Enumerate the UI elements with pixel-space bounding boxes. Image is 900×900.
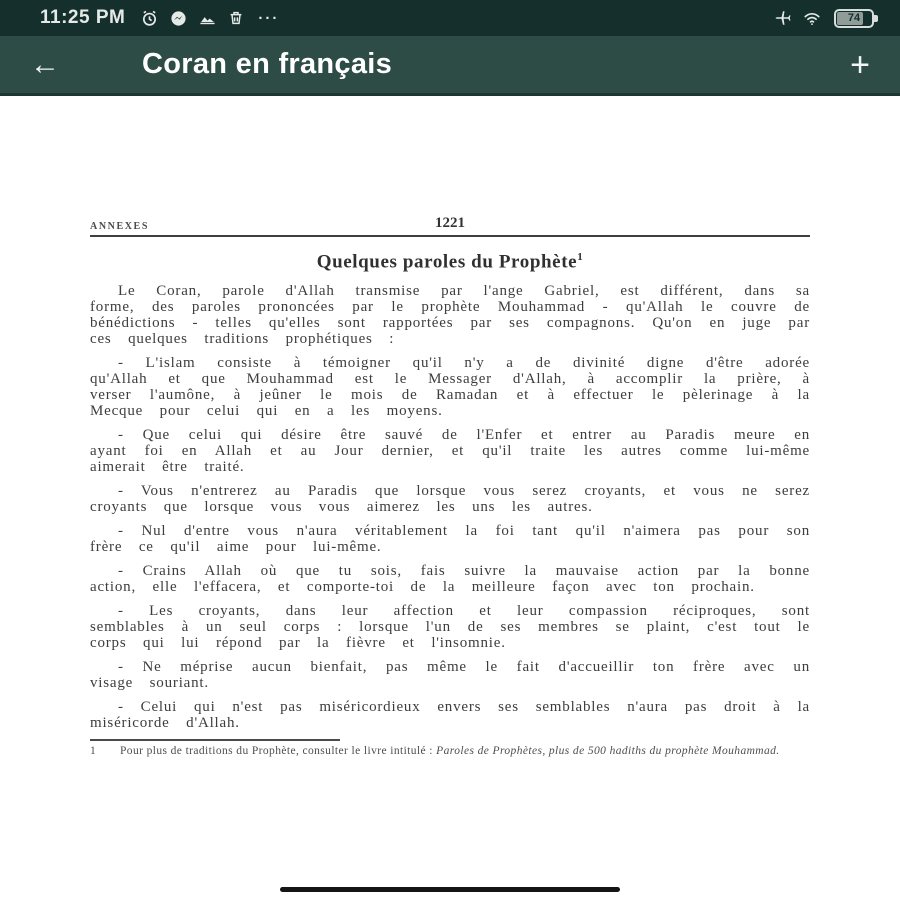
gesture-navigation-bar[interactable]	[280, 887, 620, 892]
battery-icon	[834, 9, 874, 28]
footnote-book-title: Paroles de Prophètes, plus de 500 hadiths du prophète Mouhammad.	[436, 745, 780, 758]
app-bar	[0, 36, 900, 96]
add-icon[interactable]: +	[850, 45, 870, 84]
document-page[interactable]	[90, 216, 810, 758]
document-title-text: Quelques paroles du Prophète	[316, 251, 578, 273]
footnote-plain-text: Pour plus de traditions du Prophète, consulter le livre intitulé :	[120, 745, 437, 758]
body-paragraph: - Ne méprise aucun bienfait, pas même le fait d'accueillir ton frère avec un visage souriant.	[90, 659, 810, 692]
document-title	[90, 251, 810, 273]
body-paragraph: - Vous n'entrerez au Paradis que lorsque vous serez croyants, et vous ne serez croyants que lorsque vous vous aimerez les uns les autres.	[90, 483, 810, 516]
airplane-mode-icon	[774, 9, 792, 27]
body-paragraph: - Que celui qui désire être sauvé de l'Enfer et entrer au Paradis meure en ayant foi en Allah et au Jour dernier, et qu'il traite les autres comme lui-même aimerait être traité.	[90, 427, 810, 476]
footnote-separator	[90, 739, 340, 741]
body-paragraph: - Celui qui n'est pas miséricordieux envers ses semblables n'aura pas droit à la miséricorde d'Allah.	[90, 699, 810, 732]
battery-percent: 74	[847, 12, 861, 24]
more-dots-icon: ···	[258, 9, 280, 27]
running-head: ANNEXES	[90, 221, 149, 232]
photo-icon	[198, 9, 216, 27]
back-arrow-icon[interactable]: ←	[30, 47, 60, 81]
status-bar	[0, 0, 900, 36]
wifi-icon	[803, 9, 821, 27]
body-paragraph: - Les croyants, dans leur affection et leur compassion réciproques, sont semblables à un seul corps : lorsque l'un de ses membres se plaint, c'est tout le corps qui lui répond par la fièvre et l'insomnie.	[90, 603, 810, 652]
body-paragraph: - L'islam consiste à témoigner qu'il n'y a de divinité digne d'être adorée qu'Allah et que Mouhammad est le Messager d'Allah, à accomplir la prière, à verser l'aumône, à jeûner le mois de Ramadan et à effectuer le pèlerinage à la Mecque pour celui qui en a les moyens.	[90, 355, 810, 420]
header-rule	[90, 235, 810, 237]
page-number: 1221	[435, 215, 465, 231]
trash-icon	[227, 9, 245, 27]
body-paragraph: - Nul d'entre vous n'aura véritablement la foi tant qu'il n'aimera pas pour son frère ce qu'il aime pour lui-même.	[90, 523, 810, 556]
paragraphs	[90, 283, 810, 731]
footnote	[90, 745, 810, 758]
footnote-marker: 1	[90, 745, 97, 758]
clock-time: 11:25 PM	[40, 7, 126, 28]
footnote-reference: 1	[577, 251, 584, 263]
body-paragraph: - Crains Allah où que tu sois, fais suivre la mauvaise action par la bonne action, elle l'effacera, et comporte-toi de la meilleure façon avec ton prochain.	[90, 563, 810, 596]
body-paragraph: Le Coran, parole d'Allah transmise par l'ange Gabriel, est différent, dans sa forme, des paroles prononcées par le prophète Mouhammad - qu'Allah le couvre de bénédictions - telles qu'elles sont rapportées par ses compagnons. Qu'on en juge par ces quelques traditions prophétiques :	[90, 283, 810, 348]
messenger-icon	[169, 9, 187, 27]
footnote-text	[120, 745, 810, 758]
page-title: Coran en français	[142, 48, 393, 80]
alarm-icon	[140, 9, 158, 27]
document-header	[90, 216, 810, 232]
